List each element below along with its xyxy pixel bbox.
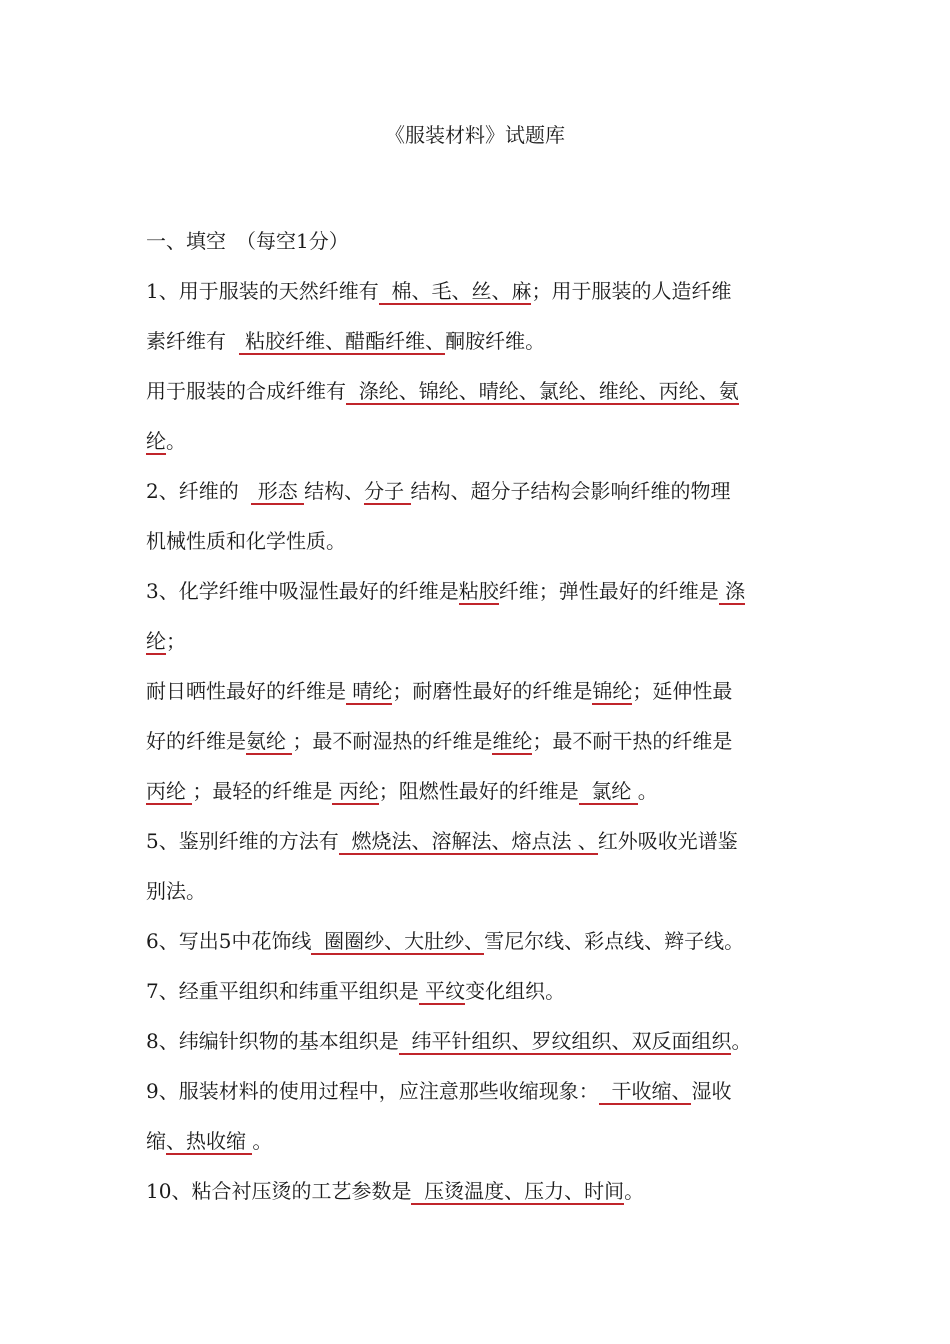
answer-underline: 压烫温度、压力、时间 bbox=[411, 1179, 625, 1203]
question-line bbox=[146, 966, 826, 1016]
answer-underline: 纶 bbox=[146, 429, 166, 453]
answer-underline: 氨纶 bbox=[246, 729, 293, 753]
question-text: 7、经重平组织和纬重平组织是 bbox=[146, 979, 419, 1003]
answer-underline: 粘胶 bbox=[458, 579, 499, 603]
answer-underline: 丙纶 bbox=[332, 779, 379, 803]
question-line bbox=[146, 666, 826, 716]
question-text: 。 bbox=[624, 1179, 645, 1203]
question-text: 红外吸收光谱鉴 bbox=[597, 829, 738, 853]
answer-underline: 圈圈纱、大肚纱、 bbox=[311, 929, 485, 953]
question-text: ；延伸性最 bbox=[632, 679, 733, 703]
answer-underline: 涤纶、锦纶、晴纶、氯纶、维纶、丙纶、氨 bbox=[346, 379, 739, 403]
answer-underline: 丙纶 bbox=[146, 779, 193, 803]
section-heading: 一、填空 （每空1分） bbox=[146, 229, 349, 253]
question-text: ； bbox=[166, 629, 186, 653]
question-text: 。 bbox=[731, 1029, 752, 1053]
question-line bbox=[146, 1166, 826, 1216]
question-text: 8、纬编针织物的基本组织是 bbox=[146, 1029, 399, 1053]
question-text: 。 bbox=[252, 1129, 273, 1153]
answer-underline: 晴纶 bbox=[346, 679, 393, 703]
question-text: 9、服装材料的使用过程中，应注意那些收缩现象： bbox=[146, 1079, 599, 1103]
question-text: 好的纤维是 bbox=[146, 729, 246, 753]
answer-underline: 纶 bbox=[146, 629, 166, 653]
question-text: 3、化学纤维中吸湿性最好的纤维是 bbox=[146, 579, 459, 603]
answer-underline: 锦纶 bbox=[592, 679, 633, 703]
question-text: ；耐磨性最好的纤维是 bbox=[392, 679, 593, 703]
answer-underline: 氯纶 bbox=[578, 779, 638, 803]
answer-underline: 粘胶纤维、醋酯纤维、 bbox=[238, 329, 446, 353]
question-line bbox=[146, 816, 826, 866]
question-text: ；最轻的纤维是 bbox=[192, 779, 333, 803]
answer-underline: 分子 bbox=[364, 479, 411, 503]
answer-underline: 干收缩、 bbox=[598, 1079, 692, 1103]
question-text: 纤维；弹性最好的纤维是 bbox=[498, 579, 719, 603]
question-text: ；最不耐干热的纤维是 bbox=[532, 729, 733, 753]
question-line bbox=[146, 466, 826, 516]
question-text: 。 bbox=[637, 779, 658, 803]
question-text: 变化组织。 bbox=[465, 979, 566, 1003]
question-text: 2、纤维的 bbox=[146, 479, 252, 503]
page-title: 《服装材料》试题库 bbox=[385, 123, 565, 147]
question-text: 耐日晒性最好的纤维是 bbox=[146, 679, 346, 703]
question-text: ；最不耐湿热的纤维是 bbox=[292, 729, 493, 753]
answer-underline: 形态 bbox=[251, 479, 305, 503]
question-line bbox=[146, 516, 826, 566]
answer-underline: 涤 bbox=[718, 579, 746, 603]
question-text: ；阻燃性最好的纤维是 bbox=[378, 779, 579, 803]
question-text: 1、用于服装的天然纤维有 bbox=[146, 279, 379, 303]
question-text: 湿收 bbox=[691, 1079, 732, 1103]
question-text: 结构、超分子结构会影响纤维的物理 bbox=[410, 479, 731, 503]
question-text: 缩 bbox=[146, 1129, 166, 1153]
question-text: 用于服装的合成纤维有 bbox=[146, 379, 346, 403]
answer-underline: 、热收缩 bbox=[166, 1129, 253, 1153]
question-line bbox=[146, 316, 826, 366]
question-text: 雪尼尔线、彩点线、辫子线。 bbox=[484, 929, 745, 953]
question-line bbox=[146, 716, 826, 766]
question-line bbox=[146, 566, 826, 616]
question-text: 5、鉴别纤维的方法有 bbox=[146, 829, 339, 853]
question-line bbox=[146, 866, 826, 916]
answer-underline: 棉、毛、丝、麻 bbox=[378, 279, 532, 303]
question-text: 酮胺纤维。 bbox=[445, 329, 546, 353]
question-line bbox=[146, 266, 826, 316]
question-lines bbox=[146, 266, 826, 1216]
question-line bbox=[146, 1116, 826, 1166]
question-line bbox=[146, 616, 826, 666]
question-line bbox=[146, 916, 826, 966]
question-text: 别法。 bbox=[146, 879, 206, 903]
answer-underline: 平纹 bbox=[418, 979, 466, 1003]
question-text: 6、写出5中花饰线 bbox=[146, 929, 312, 953]
question-line bbox=[146, 1066, 826, 1116]
question-text: ；用于服装的人造纤维 bbox=[531, 279, 732, 303]
answer-underline: 纬平针组织、罗纹组织、双反面组织 bbox=[398, 1029, 732, 1053]
question-text: 机械性质和化学性质。 bbox=[146, 529, 346, 553]
question-text: 结构、 bbox=[304, 479, 365, 503]
question-line bbox=[146, 1016, 826, 1066]
question-text: 。 bbox=[166, 429, 186, 453]
answer-underline: 燃烧法、溶解法、熔点法 、 bbox=[338, 829, 598, 853]
question-text: 素纤维有 bbox=[146, 329, 239, 353]
question-line bbox=[146, 366, 826, 416]
answer-underline: 维纶 bbox=[492, 729, 533, 753]
question-body bbox=[146, 216, 826, 1216]
question-text: 10、粘合衬压烫的工艺参数是 bbox=[146, 1179, 412, 1203]
question-line bbox=[146, 766, 826, 816]
question-line bbox=[146, 416, 826, 466]
